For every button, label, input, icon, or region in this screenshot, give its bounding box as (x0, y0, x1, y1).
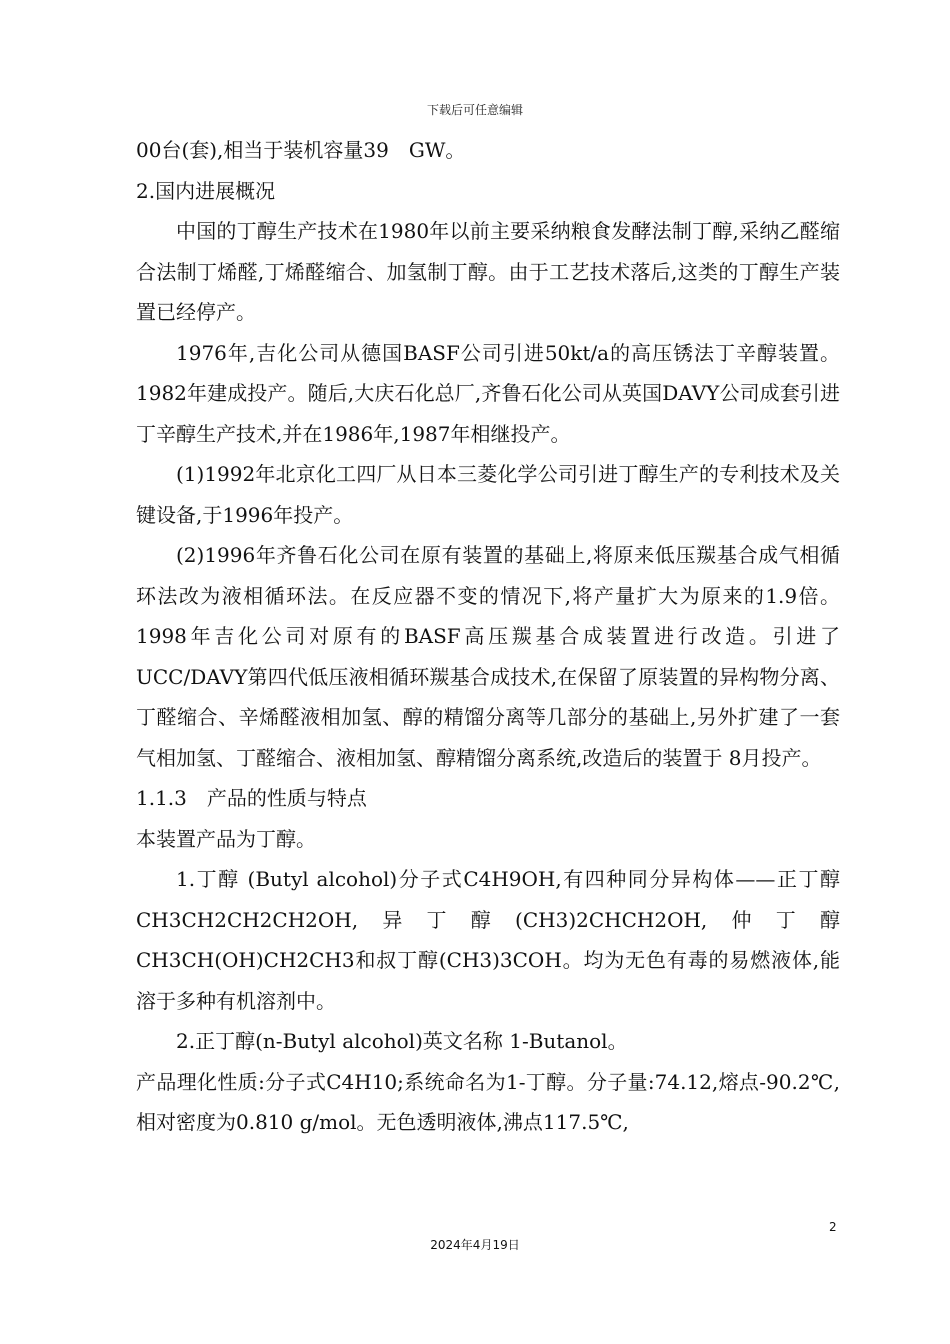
document-body (136, 130, 860, 1143)
page-number: 2 (829, 1220, 837, 1234)
paragraph-n-butyl-alcohol: 2.正丁醇(n-Butyl alcohol)英文名称 1-Butanol。 (176, 1029, 628, 1053)
section-heading-domestic-progress: 2.国内进展概况 (136, 178, 276, 203)
paragraph-physical-properties: 产品理化性质:分子式C4H10;系统命名为1-丁醇。分子量:74.12,熔点-90.2℃,相对密度为0.810 g/mol。无色透明液体,沸点117.5℃, (136, 1069, 840, 1134)
section-heading-product-properties: 1.1.3 产品的性质与特点 (136, 786, 367, 810)
paragraph-butyl-alcohol: 1.丁醇 (Butyl alcohol)分子式C4H9OH,有四种同分异构体——正丁醇 CH3CH2CH2CH2OH,异丁醇(CH3)2CHCH2OH,仲丁醇CH3CH(OH)CH2CH3和叔丁醇(CH3)3COH。均为无色有毒的易燃液体,能溶于多种有机溶剂中。 (136, 867, 860, 1013)
paragraph-basf-import: 1976年,吉化公司从德国BASF公司引进50kt/a的高压锈法丁辛醇装置。1982年建成投产。随后,大庆石化总厂,齐鲁石化公司从英国DAVY公司成套引进丁辛醇生产技术,并在1986年,1987年相继投产。 (136, 340, 840, 446)
paragraph-item-2: (2)1996年齐鲁石化公司在原有装置的基础上,将原来低压羰基合成气相循环法改为液相循环法。在反应器不变的情况下,将产量扩大为原来的1.9倍。1998年吉化公司对原有的BASF高压羰基合成装置进行改造。引进了UCC/DAVY第四代低压液相循环羰基合成技术,在保留了原装置的异构物分离、丁醛缩合、辛烯醛液相加氢、醇的精馏分离等几部分的基础上,另外扩建了一套气相加氢、丁醛缩合、液相加氢、醇精馏分离系统,改造后的装置于 8月投产。 (136, 543, 840, 770)
paragraph-continuation: 00台(套),相当于装机容量39 GW。 (136, 138, 466, 162)
paragraph-product: 本装置产品为丁醇。 (136, 826, 316, 851)
page-footer-date: 2024年4月19日 (430, 1238, 520, 1252)
paragraph-item-1: (1)1992年北京化工四厂从日本三菱化学公司引进丁醇生产的专利技术及关键设备,于1996年投产。 (136, 462, 840, 527)
page-header: 下载后可任意编辑 (426, 103, 523, 117)
paragraph-history: 中国的丁醇生产技术在1980年以前主要采纳粮食发酵法制丁醇,采纳乙醛缩合法制丁烯醛,丁烯醛缩合、加氢制丁醇。由于工艺技术落后,这类的丁醇生产装置已经停产。 (136, 219, 840, 324)
